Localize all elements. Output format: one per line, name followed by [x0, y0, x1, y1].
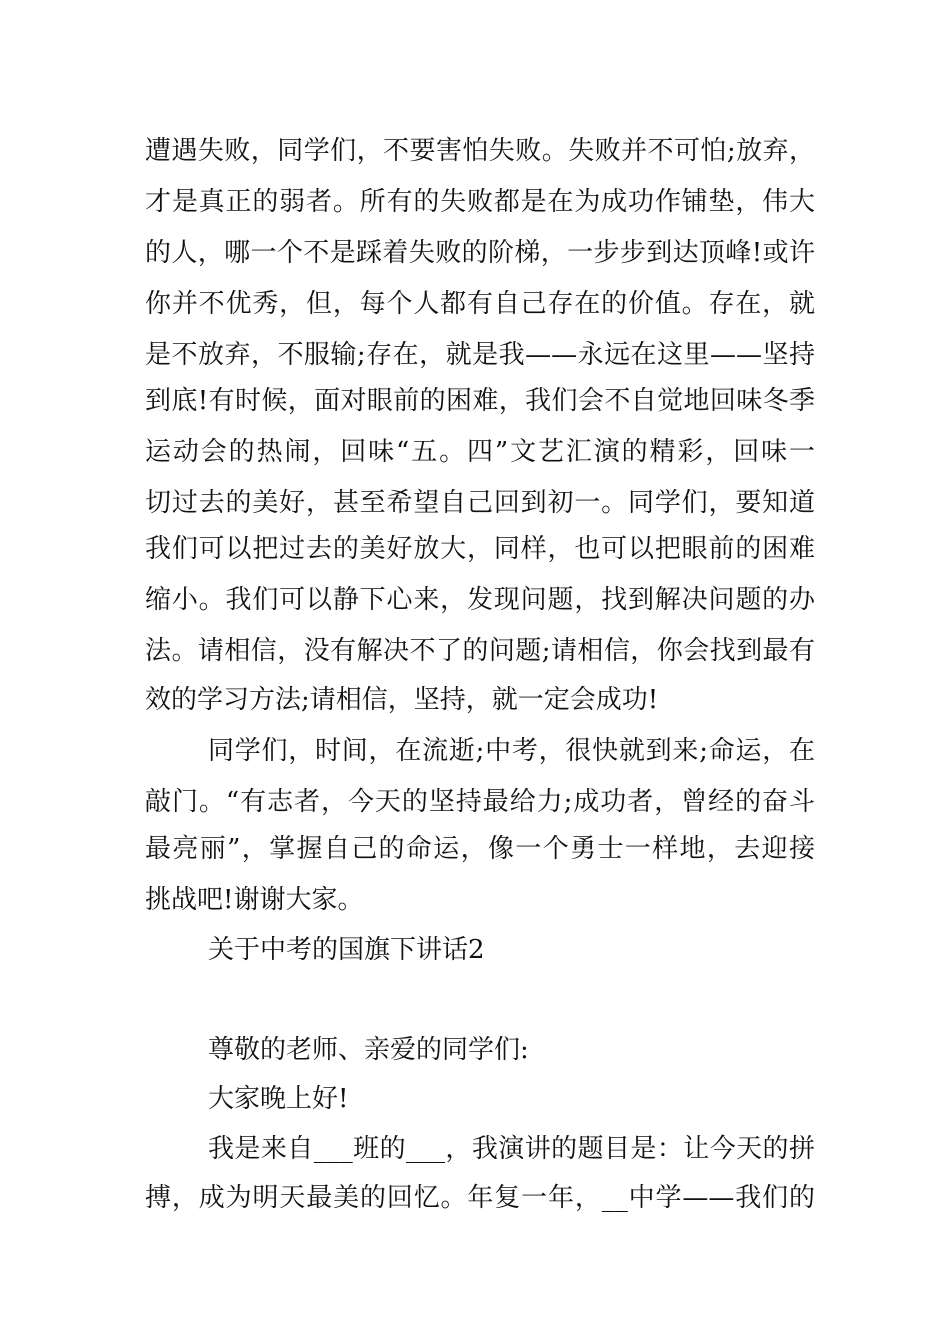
text-line: 法。请相信，没有解决不了的问题;请相信，你会找到最有 — [145, 636, 815, 666]
salutation: 尊敬的老师、亲爱的同学们: — [208, 1035, 529, 1065]
text-line: 同学们，时间，在流逝;中考，很快就到来;命运，在 — [208, 736, 815, 766]
text-line: 效的学习方法;请相信，坚持，就一定会成功! — [145, 685, 659, 715]
text-line: 才是真正的弱者。所有的失败都是在为成功作铺垫，伟大 — [145, 187, 815, 217]
text-line: 挑战吧!谢谢大家。 — [145, 885, 364, 915]
text-line: 缩小。我们可以静下心来，发现问题，找到解决问题的办 — [145, 585, 815, 615]
text-line: 敲门。“有志者，今天的坚持最给力;成功者，曾经的奋斗 — [145, 787, 815, 817]
greeting: 大家晚上好! — [208, 1084, 349, 1114]
text-line: 切过去的美好，甚至希望自己回到初一。同学们，要知道 — [145, 488, 815, 518]
text-line: 到底!有时候，面对眼前的困难，我们会不自觉地回味冬季 — [145, 386, 815, 416]
text-line: 是不放弃，不服输;存在，就是我——永远在这里——坚持 — [145, 340, 815, 370]
text-line: 我们可以把过去的美好放大，同样，也可以把眼前的困难 — [145, 534, 815, 564]
text-line: 搏，成为明天最美的回忆。年复一年，__中学——我们的 — [145, 1183, 815, 1213]
text-line: 运动会的热闹，回味“五。四”文艺汇演的精彩，回味一 — [145, 437, 815, 467]
text-line: 遭遇失败，同学们，不要害怕失败。失败并不可怕;放弃， — [145, 136, 815, 166]
text-line: 你并不优秀，但，每个人都有自己存在的价值。存在，就 — [145, 289, 815, 319]
text-line: 的人，哪一个不是踩着失败的阶梯，一步步到达顶峰!或许 — [145, 238, 815, 268]
section-title: 关于中考的国旗下讲话2 — [208, 935, 485, 965]
text-line: 我是来自___班的___，我演讲的题目是：让今天的拼 — [208, 1134, 815, 1164]
text-line: 最亮丽”，掌握自己的命运，像一个勇士一样地，去迎接 — [145, 834, 815, 864]
